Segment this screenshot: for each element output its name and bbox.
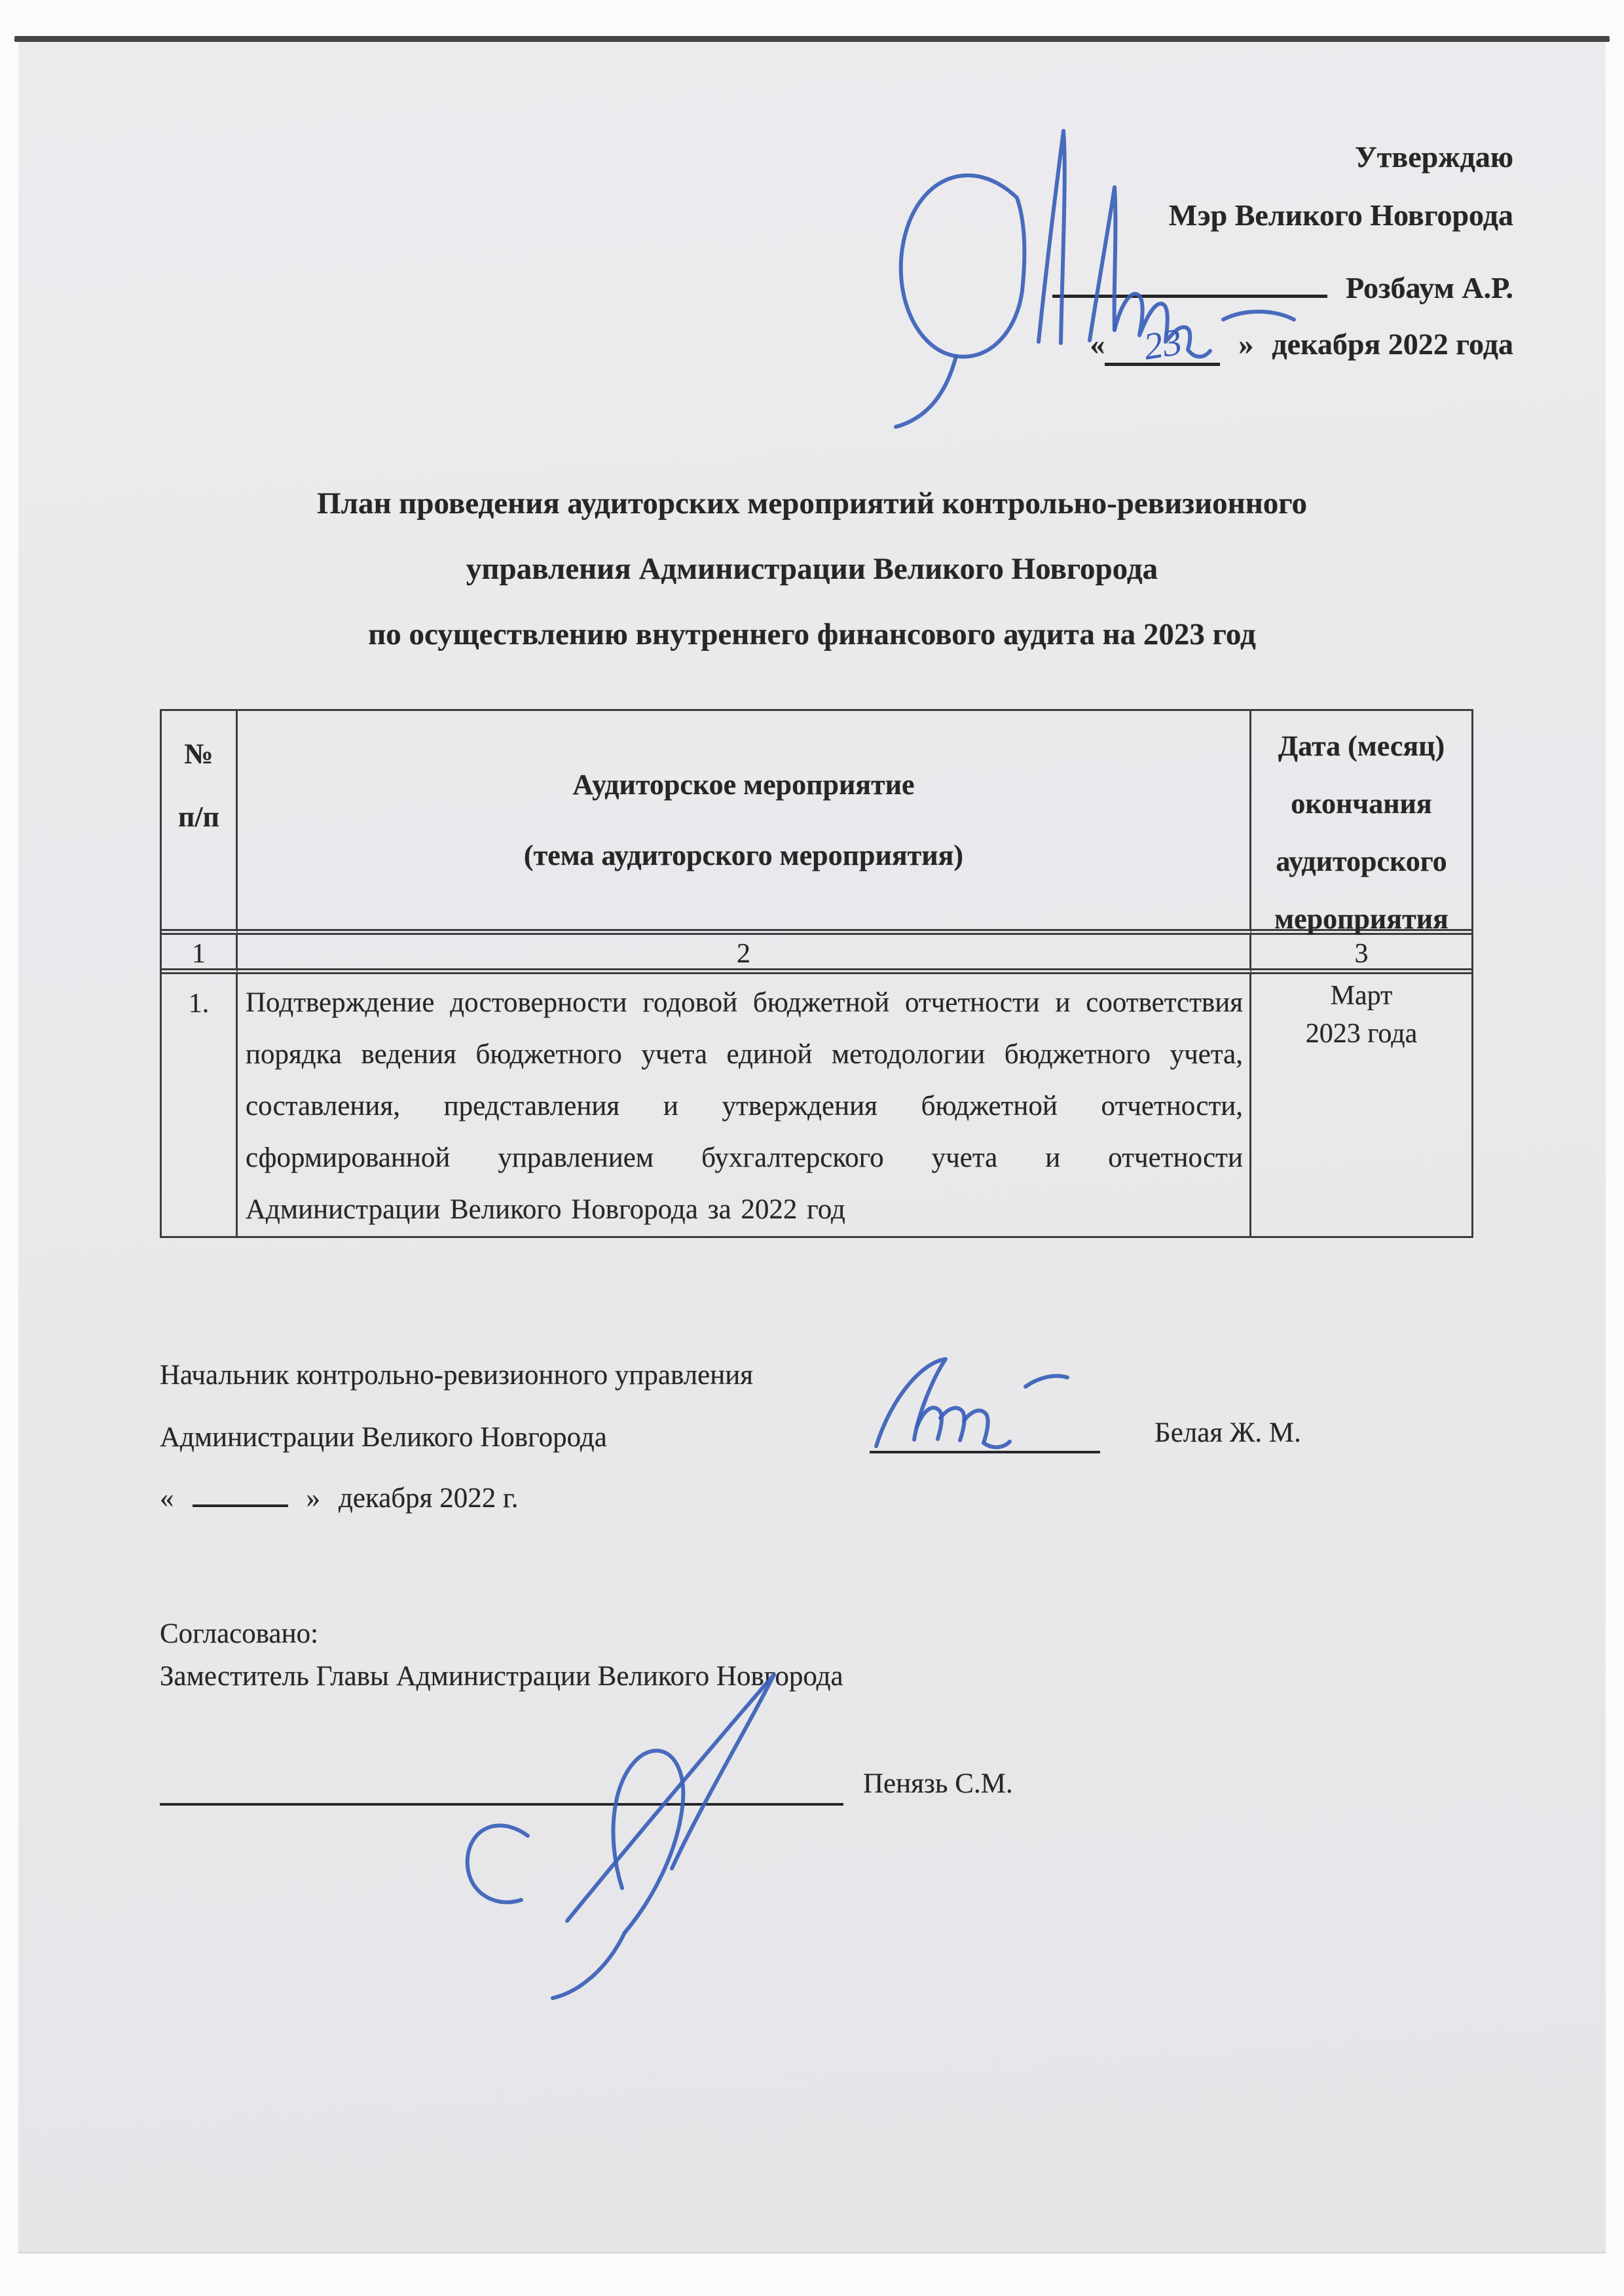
- head-signature: [850, 1338, 1112, 1489]
- approval-name: Розбаум А.Р.: [1346, 271, 1513, 304]
- agreed-signature: [392, 1633, 850, 1999]
- scanned-document-page: [18, 42, 1606, 2253]
- title-line-2: управления Администрации Великого Новгорода: [466, 552, 1158, 586]
- approval-position: Мэр Великого Новгорода: [1168, 198, 1513, 232]
- head-date-line: [160, 1482, 518, 1514]
- scan-edge-line: [14, 36, 1610, 42]
- agreed-role: Заместитель Главы Администрации Великого Новгорода: [160, 1661, 843, 1692]
- agreed-label: Согласовано:: [160, 1618, 319, 1649]
- audit-plan-table: [160, 709, 1473, 1238]
- head-role-line-1: Начальник контрольно-ревизионного управления: [160, 1360, 754, 1391]
- column-number-1: 1: [162, 935, 238, 974]
- column-number-2: 2: [238, 935, 1251, 974]
- approval-date-text: декабря 2022 года: [1272, 327, 1513, 361]
- table-row-date: Март 2023 года: [1305, 981, 1418, 1049]
- handwritten-day: 23: [1141, 319, 1185, 369]
- close-quote: »: [1238, 327, 1254, 361]
- open-quote: «: [1090, 327, 1105, 361]
- title-line-3: по осуществлению внутреннего финансового аудита на 2023 год: [368, 617, 1256, 651]
- agreed-name: Пенязь С.М.: [863, 1768, 1013, 1799]
- open-quote: «: [160, 1483, 174, 1514]
- head-name: Белая Ж. М.: [1154, 1417, 1301, 1448]
- table-header-activity: Аудиторское мероприятие (тема аудиторского мероприятия): [238, 711, 1251, 935]
- head-date-text: декабря 2022 г.: [339, 1483, 519, 1514]
- column-number-3: 3: [1251, 935, 1471, 974]
- table-header-date: Дата (месяц) окончания аудиторского мероприятия: [1251, 711, 1471, 935]
- table-header-number: № п/п: [162, 711, 238, 935]
- document-title: [18, 471, 1606, 667]
- table-row-activity: Подтверждение достоверности годовой бюджетной отчетности и соответствия порядка ведения бюджетного учета единой методологии бюджетного учета, составления, представления и утверждения бюджетной отчетности, сформированной управлением бухгалтерского учета и отчетности Администрации Великого Новгорода за 2022 год: [238, 974, 1251, 1236]
- head-role-line-2: Администрации Великого Новгорода: [160, 1422, 607, 1453]
- day-blank-field: [193, 1504, 288, 1507]
- table-row-number: 1.: [162, 974, 238, 1236]
- approval-label: Утверждаю: [1355, 140, 1513, 173]
- close-quote: »: [306, 1483, 320, 1514]
- mayor-signature: [883, 119, 1328, 446]
- title-line-1: План проведения аудиторских мероприятий контрольно-ревизионного: [317, 486, 1307, 520]
